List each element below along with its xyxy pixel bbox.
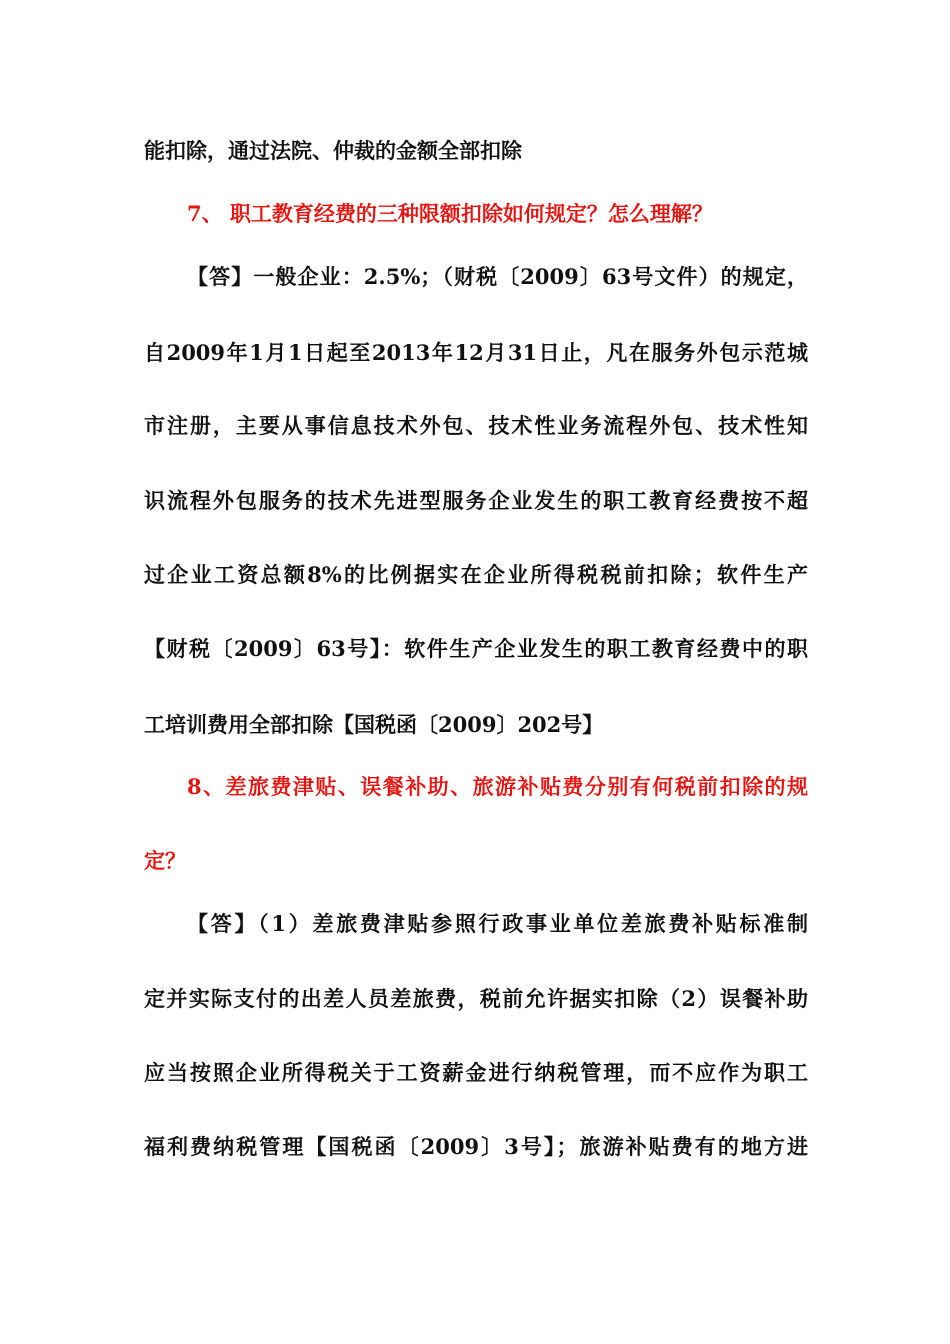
answer-7-line-7: 工培训费用全部扣除【国税函〔2009〕202号】 bbox=[144, 712, 604, 737]
answer-7-line-2: 自2009年1月1日起至2013年12月31日止，凡在服务外包示范城 bbox=[144, 340, 808, 365]
text-line-deduction-continued: 能扣除，通过法院、仲裁的金额全部扣除 bbox=[144, 138, 522, 163]
answer-7-line-5: 过企业工资总额8%的比例据实在企业所得税税前扣除；软件生产 bbox=[144, 562, 808, 587]
answer-7-line-1: 【答】一般企业：2.5%；（财税〔2009〕63号文件）的规定， bbox=[187, 264, 808, 289]
answer-7-line-3: 市注册，主要从事信息技术外包、技术性业务流程外包、技术性知 bbox=[144, 413, 808, 438]
answer-8-line-1: 【答】（1）差旅费津贴参照行政事业单位差旅费补贴标准制 bbox=[187, 911, 808, 936]
answer-8-line-3: 应当按照企业所得税关于工资薪金进行纳税管理，而不应作为职工 bbox=[144, 1060, 808, 1085]
answer-8-line-2: 定并实际支付的出差人员差旅费，税前允许据实扣除（2）误餐补助 bbox=[144, 986, 808, 1011]
answer-7-line-4: 识流程外包服务的技术先进型服务企业发生的职工教育经费按不超 bbox=[144, 488, 808, 513]
question-heading-8: 8、差旅费津贴、误餐补助、旅游补贴费分别有何税前扣除的规 bbox=[187, 774, 808, 799]
question-heading-8-continued: 定？ bbox=[144, 848, 186, 873]
answer-8-line-4: 福利费纳税管理【国税函〔2009〕3号】；旅游补贴费有的地方进 bbox=[144, 1134, 808, 1159]
answer-7-line-6: 【财税〔2009〕63号】：软件生产企业发生的职工教育经费中的职 bbox=[144, 636, 808, 661]
question-heading-7: 7、 职工教育经费的三种限额扣除如何规定？怎么理解？ bbox=[187, 201, 713, 226]
